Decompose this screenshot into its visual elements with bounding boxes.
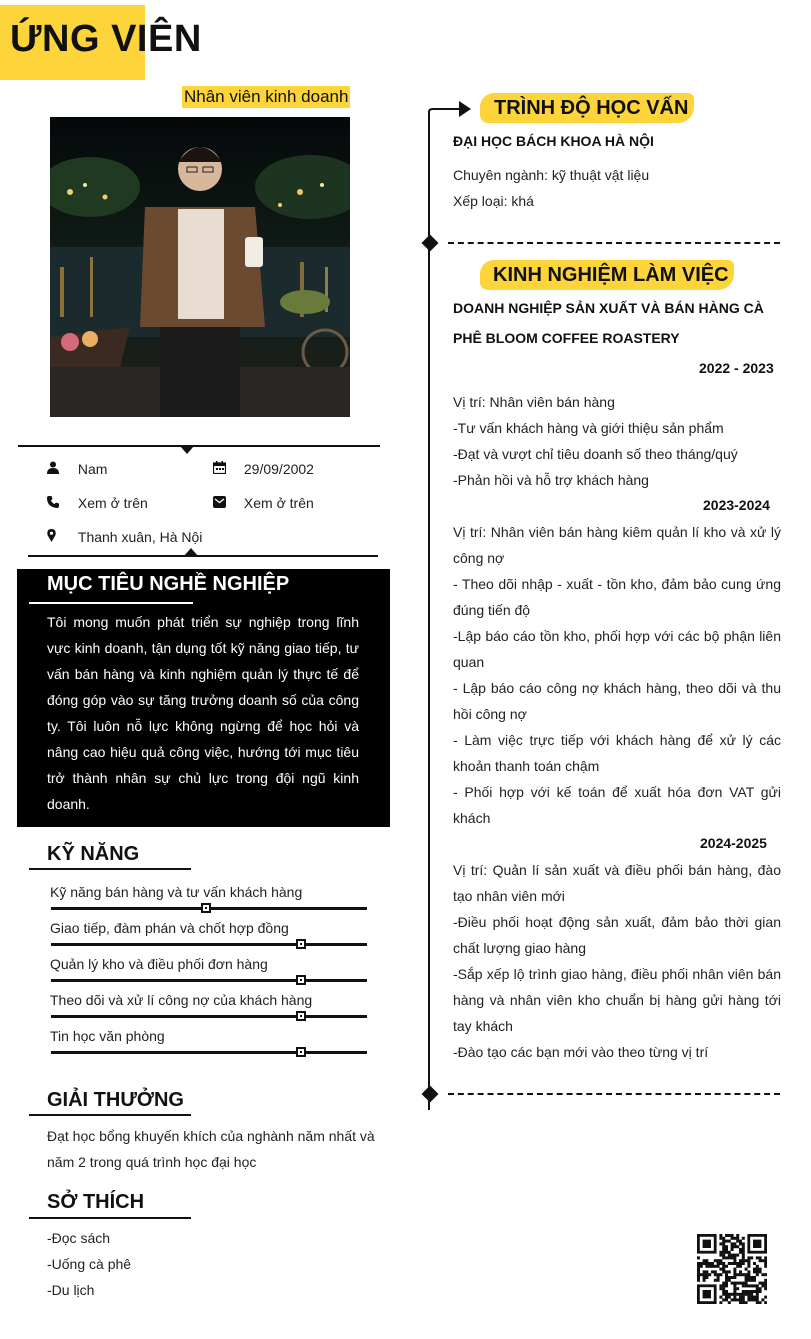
duty-line: -Đào tạo các bạn mới vào theo từng vị trí bbox=[453, 1044, 709, 1060]
period-details bbox=[453, 519, 781, 831]
experience-title: KINH NGHIỆM LÀM VIỆC bbox=[493, 264, 729, 286]
caret-down-icon bbox=[180, 446, 194, 454]
section-divider bbox=[448, 242, 780, 244]
duty-line: -Điều phối hoạt động sản xuất, đảm bảo thời gian chất lượng giao hàng bbox=[453, 914, 781, 956]
period-years: 2022 - 2023 bbox=[699, 360, 774, 376]
job-title: Nhân viên kinh doanh bbox=[184, 87, 349, 106]
phone-icon bbox=[47, 495, 69, 511]
duty-line: -Phản hồi và hỗ trợ khách hàng bbox=[453, 472, 649, 488]
skill-label: Theo dõi và xử lí công nợ của khách hàng bbox=[50, 992, 313, 1008]
education-major: Chuyên ngành: kỹ thuật vật liệu bbox=[453, 167, 650, 183]
skill-level-knob bbox=[296, 939, 306, 949]
calendar-icon bbox=[213, 461, 235, 477]
skills-underline bbox=[29, 868, 191, 870]
awards-text: Đạt học bổng khuyến khích của nghành năm nhất và năm 2 trong quá trình học đại học bbox=[47, 1128, 375, 1170]
info-gender: Nam bbox=[47, 461, 107, 477]
hobbies-underline bbox=[29, 1217, 191, 1219]
skill-label: Tin học văn phòng bbox=[50, 1028, 165, 1044]
skill-level-knob bbox=[296, 975, 306, 985]
period-details bbox=[453, 857, 781, 1065]
duty-line: -Đạt và vượt chỉ tiêu doanh số theo tháng/quý bbox=[453, 446, 738, 462]
envelope-icon bbox=[213, 495, 235, 511]
skill-label: Quản lý kho và điều phối đơn hàng bbox=[50, 956, 268, 972]
company-name-line1: DOANH NGHIỆP SẢN XUẤT VÀ BÁN HÀNG CÀ bbox=[453, 300, 764, 316]
skill-level-track bbox=[51, 1051, 367, 1054]
skill-level-track bbox=[51, 979, 367, 982]
map-pin-icon bbox=[47, 529, 69, 545]
info-top-divider bbox=[18, 445, 380, 447]
info-address: Thanh xuân, Hà Nội bbox=[47, 529, 202, 545]
duty-line: Vị trí: Nhân viên bán hàng kiêm quản lí kho và xử lý công nợ bbox=[453, 524, 781, 566]
career-goal-text: Tôi mong muốn phát triển sự nghiệp trong lĩnh vực kinh doanh, tận dụng tốt kỹ năng giao tiếp, tư vấn bán hàng và kinh nghiệm quản lý thực tế để đóng góp vào sự tăng trưởng doanh số của công ty. Tôi luôn nỗ lực không ngừng để học hỏi và nâng cao hiệu quả công việc, hướng tới mục tiêu trở thành nhân sự chủ lực trong đội ngũ kinh doanh. bbox=[47, 614, 359, 812]
hobby-item: -Đọc sách bbox=[47, 1230, 111, 1246]
skill-level-knob bbox=[201, 903, 211, 913]
duty-line: -Tư vấn khách hàng và giới thiệu sản phẩm bbox=[453, 420, 724, 436]
career-goal-title: MỤC TIÊU NGHỀ NGHIỆP bbox=[47, 573, 290, 595]
period-years: 2024-2025 bbox=[700, 835, 767, 851]
period-years: 2023-2024 bbox=[703, 497, 770, 513]
duty-line: -Lập báo cáo tồn kho, phối hợp với các bộ phận liên quan bbox=[453, 628, 781, 670]
skill-level-track bbox=[51, 943, 367, 946]
career-goal-underline bbox=[29, 602, 193, 604]
duty-line: - Theo dõi nhập - xuất - tồn kho, đảm bảo cung ứng đúng tiến độ bbox=[453, 576, 781, 618]
info-bottom-divider bbox=[28, 555, 378, 557]
info-birthday: 29/09/2002 bbox=[213, 461, 314, 477]
arrow-right-icon bbox=[426, 98, 476, 124]
info-email: Xem ở trên bbox=[213, 495, 314, 511]
skill-level-knob bbox=[296, 1011, 306, 1021]
skill-level-knob bbox=[296, 1047, 306, 1057]
timeline-diamond bbox=[422, 235, 439, 252]
hobbies-title: SỞ THÍCH bbox=[47, 1191, 145, 1213]
timeline-line bbox=[428, 120, 430, 1110]
duty-line: Vị trí: Quản lí sản xuất và điều phối bán hàng, đào tạo nhân viên mới bbox=[453, 862, 781, 904]
awards-title: GIẢI THƯỞNG bbox=[47, 1089, 184, 1111]
hobby-item: -Du lịch bbox=[47, 1282, 95, 1298]
education-grade: Xếp loại: khá bbox=[453, 193, 534, 209]
section-divider bbox=[448, 1093, 780, 1095]
duty-line: Vị trí: Nhân viên bán hàng bbox=[453, 394, 615, 410]
qr-code[interactable] bbox=[697, 1234, 767, 1304]
education-title: TRÌNH ĐỘ HỌC VẤN bbox=[494, 97, 689, 119]
skill-label: Giao tiếp, đàm phán và chốt hợp đồng bbox=[50, 920, 289, 936]
duty-line: - Phối hợp với kế toán để xuất hóa đơn VAT gửi khách bbox=[453, 784, 781, 826]
profile-photo bbox=[50, 117, 350, 417]
duty-line: - Làm việc trực tiếp với khách hàng để xử lý các khoản thanh toán chậm bbox=[453, 732, 781, 774]
hobby-item: -Uống cà phê bbox=[47, 1256, 132, 1272]
awards-underline bbox=[29, 1114, 191, 1116]
user-icon bbox=[47, 461, 69, 477]
candidate-name: ỨNG VIÊN bbox=[10, 18, 202, 60]
skill-level-track bbox=[51, 1015, 367, 1018]
info-phone: Xem ở trên bbox=[47, 495, 148, 511]
school-name: ĐẠI HỌC BÁCH KHOA HÀ NỘI bbox=[453, 133, 654, 149]
period-details bbox=[453, 389, 781, 493]
duty-line: -Sắp xếp lộ trình giao hàng, điều phối nhân viên bán hàng và nhân viên kho chuẩn bị hàng gửi hàng tới tay khách bbox=[453, 966, 781, 1034]
skills-title: KỸ NĂNG bbox=[47, 843, 140, 865]
duty-line: - Lập báo cáo công nợ khách hàng, theo dõi và thu hồi công nợ bbox=[453, 680, 781, 722]
skill-label: Kỹ năng bán hàng và tư vấn khách hàng bbox=[50, 884, 303, 900]
company-name-line2: PHÊ BLOOM COFFEE ROASTERY bbox=[453, 330, 680, 346]
timeline-diamond bbox=[422, 1086, 439, 1103]
